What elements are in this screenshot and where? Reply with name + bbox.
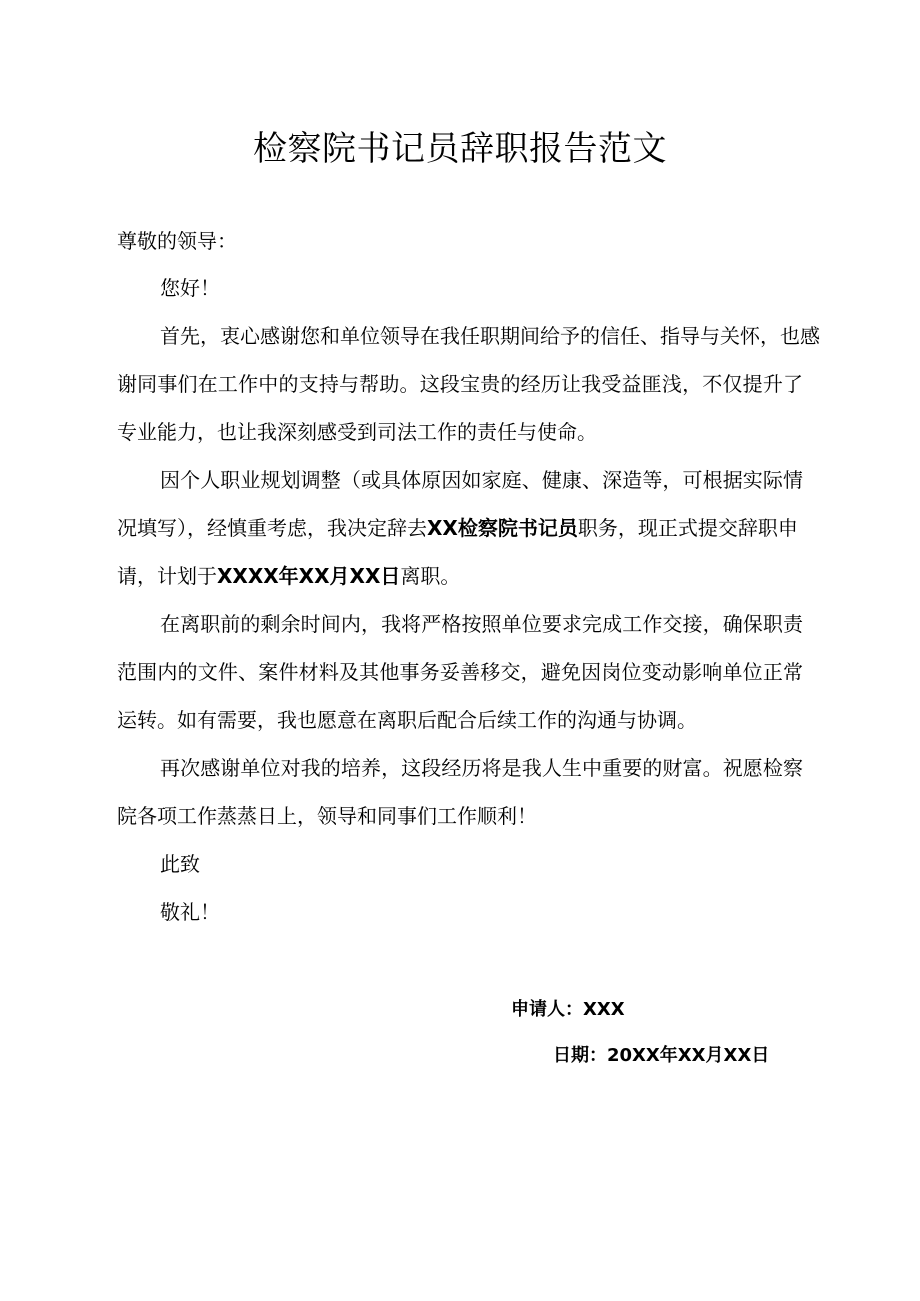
- paragraph-1-line-3: 专业能力，也让我深刻感受到司法工作的责任与使命。: [117, 420, 597, 444]
- position-name: XX检察院书记员: [427, 516, 578, 540]
- paragraph-3-line-1: 在离职前的剩余时间内，我将严格按照单位要求完成工作交接，确保职责: [160, 612, 803, 636]
- paragraph-2-text: 职务，现正式提交辞职申: [577, 516, 798, 540]
- paragraph-4-line-2: 院各项工作蒸蒸日上，领导和同事们工作顺利！: [117, 804, 537, 828]
- paragraph-2-line-3: [117, 564, 460, 588]
- document-title: 检察院书记员辞职报告范文: [253, 129, 667, 169]
- resignation-date: XXXX年XX月XX日: [217, 564, 401, 588]
- salutation: 尊敬的领导：: [117, 229, 237, 253]
- paragraph-2-line-2: [117, 516, 798, 540]
- paragraph-2-text: 离职。: [400, 564, 461, 588]
- applicant-signature: 申请人：XXX: [511, 999, 625, 1020]
- closing-line-2: 敬礼！: [160, 900, 220, 924]
- paragraph-1-line-2: 谢同事们在工作中的支持与帮助。这段宝贵的经历让我受益匪浅，不仅提升了: [117, 372, 803, 396]
- paragraph-3-line-2: 范围内的文件、案件材料及其他事务妥善移交，避免因岗位变动影响单位正常: [117, 660, 803, 684]
- paragraph-1-line-1: 首先，衷心感谢您和单位领导在我任职期间给予的信任、指导与关怀，也感: [160, 324, 820, 348]
- paragraph-2-line-1: 因个人职业规划调整（或具体原因如家庭、健康、深造等，可根据实际情: [160, 468, 803, 492]
- greeting: 您好！: [160, 276, 220, 300]
- signature-date: 日期：20XX年XX月XX日: [553, 1045, 770, 1066]
- paragraph-3-line-3: 运转。如有需要，我也愿意在离职后配合后续工作的沟通与协调。: [117, 708, 697, 732]
- paragraph-2-text: 况填写），经慎重考虑，我决定辞去: [117, 516, 427, 540]
- closing-line-1: 此致: [160, 852, 200, 876]
- paragraph-4-line-1: 再次感谢单位对我的培养，这段经历将是我人生中重要的财富。祝愿检察: [160, 756, 803, 780]
- paragraph-2-text: 请，计划于: [117, 564, 217, 588]
